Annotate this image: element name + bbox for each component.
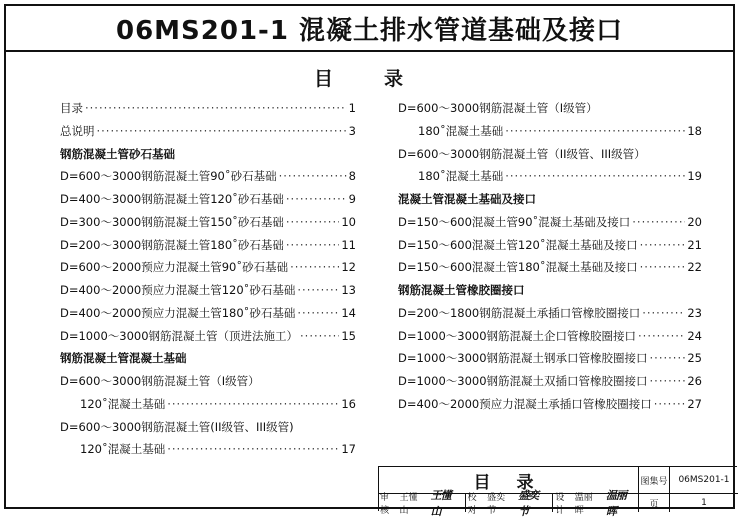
toc-entry-title: D=600～2000预应力混凝土管90˚砂石基础 (60, 260, 289, 275)
toc-entry-page: 17 (341, 442, 356, 457)
design-signature: 温丽晖 (605, 489, 626, 518)
dot-leader (286, 234, 339, 257)
toc-entry (60, 188, 356, 211)
dot-leader (286, 188, 347, 211)
toc-entry-page: 26 (687, 374, 702, 388)
toc-entry-title: 钢筋混凝土管砂石基础 (60, 146, 175, 161)
page-value: 1 (701, 498, 707, 508)
dot-leader (297, 302, 339, 325)
contents-heading-char-1: 目 (314, 68, 334, 90)
toc-entry (60, 256, 356, 279)
dot-leader (300, 325, 339, 348)
toc-entry-title: D=150～600混凝土管180˚混凝土基础及接口 (398, 260, 638, 275)
toc-entry (398, 97, 702, 120)
title-block-name: 目 录 (379, 467, 639, 494)
dot-leader (650, 370, 686, 393)
dot-leader (167, 438, 339, 461)
toc-entry-title: D=1000～3000钢筋混凝土钢承口管橡胶圈接口 (398, 351, 648, 366)
design-name: 温丽晖 (574, 493, 593, 516)
toc-entry-title: D=1000～3000钢筋混凝土双插口管橡胶圈接口 (398, 374, 648, 388)
dot-leader (642, 302, 685, 325)
dot-leader (638, 325, 685, 348)
toc-entry (398, 325, 702, 348)
toc-entry-page: 24 (687, 328, 702, 343)
toc-entry-title: D=1000～3000钢筋混凝土管（顶进法施工） (60, 328, 299, 343)
section-heading (398, 279, 702, 302)
toc-entry-page: 12 (341, 260, 356, 275)
toc-entry-title: 混凝土管混凝土基础及接口 (398, 192, 536, 206)
atlas-number-label: 图集号 (639, 467, 670, 494)
toc-entry-title: D=600～3000钢筋混凝土管90˚砂石基础 (60, 169, 277, 184)
section-heading (398, 188, 702, 211)
toc-entry-page: 3 (348, 123, 356, 138)
toc-entry (60, 120, 356, 143)
toc-entry (398, 347, 702, 370)
contents-right-column (398, 97, 702, 416)
toc-entry-page: 19 (687, 169, 702, 184)
divider (465, 494, 466, 512)
toc-entry (60, 234, 356, 257)
toc-entry-page: 8 (348, 169, 356, 184)
toc-entry-title: D=400～3000钢筋混凝土管120˚砂石基础 (60, 192, 284, 206)
toc-entry (398, 120, 702, 143)
signature-row (379, 489, 639, 518)
toc-entry-title: D=600～3000钢筋混凝土管（I级管） (60, 374, 260, 388)
atlas-number-value: 06MS201-1 (670, 467, 738, 494)
dot-leader (650, 347, 686, 370)
toc-entry-title: 总说明 (60, 123, 95, 138)
toc-entry-page: 1 (348, 101, 356, 115)
section-heading (60, 143, 356, 166)
toc-entry-page: 25 (687, 351, 702, 366)
toc-entry-title: D=600～3000钢筋混凝土管（II级管、III级管） (398, 146, 646, 161)
check-label: 校对 (467, 493, 477, 516)
toc-entry-title: 180˚混凝土基础 (418, 123, 504, 138)
dot-leader (290, 256, 339, 279)
toc-entry-page: 21 (687, 237, 702, 252)
toc-entry (398, 165, 702, 188)
dot-leader (167, 393, 339, 416)
drawing-title: 06MS201-1 混凝土排水管道基础及接口 (116, 15, 623, 46)
toc-entry-title: D=400～2000预应力混凝土管180˚砂石基础 (60, 305, 296, 320)
review-name: 王懂山 (399, 493, 418, 516)
toc-entry (398, 302, 702, 325)
toc-entry (60, 438, 356, 461)
toc-entry-title: D=200～1800钢筋混凝土承插口管橡胶圈接口 (398, 305, 641, 320)
toc-entry (60, 279, 356, 302)
toc-entry-title: 180˚混凝土基础 (418, 169, 504, 184)
toc-entry-title: 120˚混凝土基础 (80, 442, 166, 457)
toc-entry-page: 22 (687, 260, 702, 275)
toc-entry (398, 211, 702, 234)
review-signature: 王懂山 (430, 489, 451, 518)
dot-leader (286, 211, 339, 234)
toc-entry-page: 13 (341, 283, 356, 297)
toc-entry-title: D=150～600混凝土管120˚混凝土基础及接口 (398, 237, 638, 252)
toc-entry-title: 钢筋混凝土管橡胶圈接口 (398, 283, 525, 297)
toc-entry-title: D=300～3000钢筋混凝土管150˚砂石基础 (60, 214, 284, 229)
toc-entry-title: D=1000～3000钢筋混凝土企口管橡胶圈接口 (398, 328, 637, 343)
check-name: 盛奕节 (487, 493, 506, 516)
dot-leader (632, 211, 685, 234)
toc-entry (60, 416, 356, 439)
drawing-title-banner (6, 6, 733, 52)
design-label: 设计 (555, 493, 565, 516)
toc-entry (60, 97, 356, 120)
dot-leader (654, 393, 686, 416)
toc-entry-page: 20 (687, 214, 702, 229)
toc-entry (398, 234, 702, 257)
section-heading (60, 347, 356, 370)
dot-leader (279, 165, 347, 188)
toc-entry-page: 15 (341, 328, 356, 343)
toc-entry (60, 325, 356, 348)
toc-entry-page: 23 (687, 305, 702, 320)
toc-entry-page: 16 (341, 396, 356, 411)
toc-entry (60, 165, 356, 188)
toc-entry-title: D=400～2000预应力混凝土管120˚砂石基础 (60, 283, 296, 297)
contents-left-column (60, 97, 356, 461)
toc-entry (398, 393, 702, 416)
toc-entry-page: 27 (687, 396, 702, 411)
dot-leader (640, 234, 686, 257)
page-label: 页 (639, 494, 670, 512)
dot-leader (297, 279, 339, 302)
toc-entry-title: D=600～3000钢筋混凝土管(II级管、III级管) (60, 419, 294, 434)
toc-entry-title: D=150～600混凝土管90˚混凝土基础及接口 (398, 214, 631, 229)
dot-leader (640, 256, 686, 279)
divider (552, 494, 553, 512)
dot-leader (97, 120, 347, 143)
toc-entry (398, 143, 702, 166)
toc-entry-title: 钢筋混凝土管混凝土基础 (60, 351, 187, 366)
toc-entry (60, 302, 356, 325)
toc-entry (60, 393, 356, 416)
toc-entry-title: 120˚混凝土基础 (80, 396, 166, 411)
toc-entry-page: 18 (687, 123, 702, 138)
title-block (378, 466, 737, 518)
toc-entry-page: 10 (341, 214, 356, 229)
toc-entry-page: 14 (341, 305, 356, 320)
dot-leader (505, 165, 685, 188)
toc-entry-title: D=400～2000预应力混凝土承插口管橡胶圈接口 (398, 396, 652, 411)
toc-entry-page: 9 (348, 192, 356, 206)
check-signature: 盛奕节 (518, 489, 539, 518)
dot-leader (85, 97, 347, 120)
dot-leader (505, 120, 685, 143)
toc-entry-page: 11 (341, 237, 356, 252)
drawing-sheet (4, 4, 735, 518)
contents-heading-char-2: 录 (384, 68, 404, 90)
toc-entry-title: D=600～3000钢筋混凝土管（I级管） (398, 101, 598, 115)
toc-entry (60, 211, 356, 234)
toc-entry-title: D=200～3000钢筋混凝土管180˚砂石基础 (60, 237, 284, 252)
toc-entry (398, 256, 702, 279)
review-label: 审核 (380, 493, 390, 516)
toc-entry (60, 370, 356, 393)
toc-entry-title: 目录 (60, 101, 83, 115)
toc-entry (398, 370, 702, 393)
